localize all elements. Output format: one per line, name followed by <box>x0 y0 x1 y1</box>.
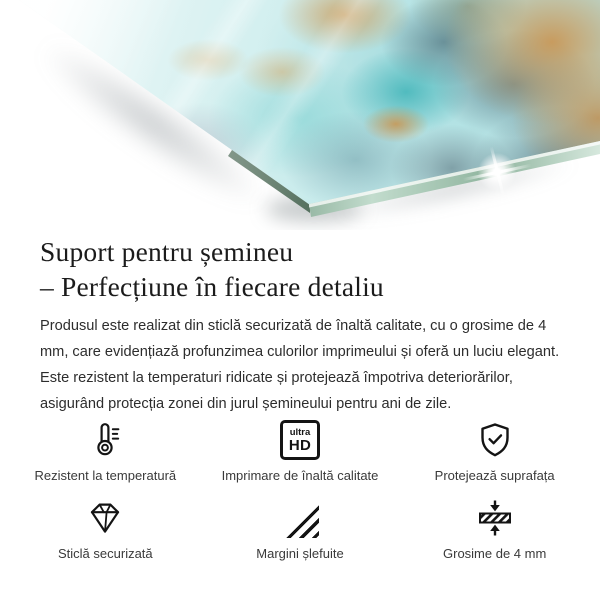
features-grid <box>8 418 592 561</box>
ultra-hd-text-top: ultra <box>289 426 311 438</box>
diamond-icon <box>85 496 125 538</box>
product-info-section <box>0 234 600 561</box>
feature-label: Grosime de 4 mm <box>443 546 547 561</box>
feature-temperature-resistant <box>35 418 177 483</box>
feature-label: Imprimare de înaltă calitate <box>221 468 379 483</box>
ultra-hd-icon <box>280 418 320 460</box>
feature-label: Sticlă securizată <box>58 546 153 561</box>
page-title <box>40 234 560 304</box>
feature-tempered-glass <box>58 496 153 561</box>
polished-edges-icon <box>281 496 319 538</box>
product-description: Produsul este realizat din sticlă securizată de înaltă calitate, cu o grosime de 4 mm, care evidențiază profunzimea culorilor imprimeului și oferă un luciu elegant. Este rezistent la temperaturi ridicate și protejează împotriva deteriorărilor, asigurând protecția zonei din jurul șemineului pentru ani de zile. <box>40 318 560 412</box>
feature-label: Margini șlefuite <box>256 546 344 561</box>
page-title-line-2: – Perfecțiune în fiecare detaliu <box>40 271 384 302</box>
feature-polished-edges <box>256 496 343 561</box>
sparkle-highlight-icon <box>462 137 532 207</box>
page-title-line-1: Suport pentru șemineu <box>40 236 294 267</box>
feature-4mm-thickness <box>443 496 546 561</box>
feature-label: Rezistent la temperatură <box>34 468 177 483</box>
thermometer-icon <box>85 418 125 460</box>
thickness-icon <box>475 496 515 538</box>
feature-protects-surface <box>435 418 555 483</box>
ultra-hd-text-bottom: HD <box>288 436 312 454</box>
feature-label: Protejează suprafața <box>434 468 555 483</box>
shield-check-icon <box>475 418 515 460</box>
product-photo <box>0 0 600 230</box>
feature-high-quality-print <box>222 418 379 483</box>
